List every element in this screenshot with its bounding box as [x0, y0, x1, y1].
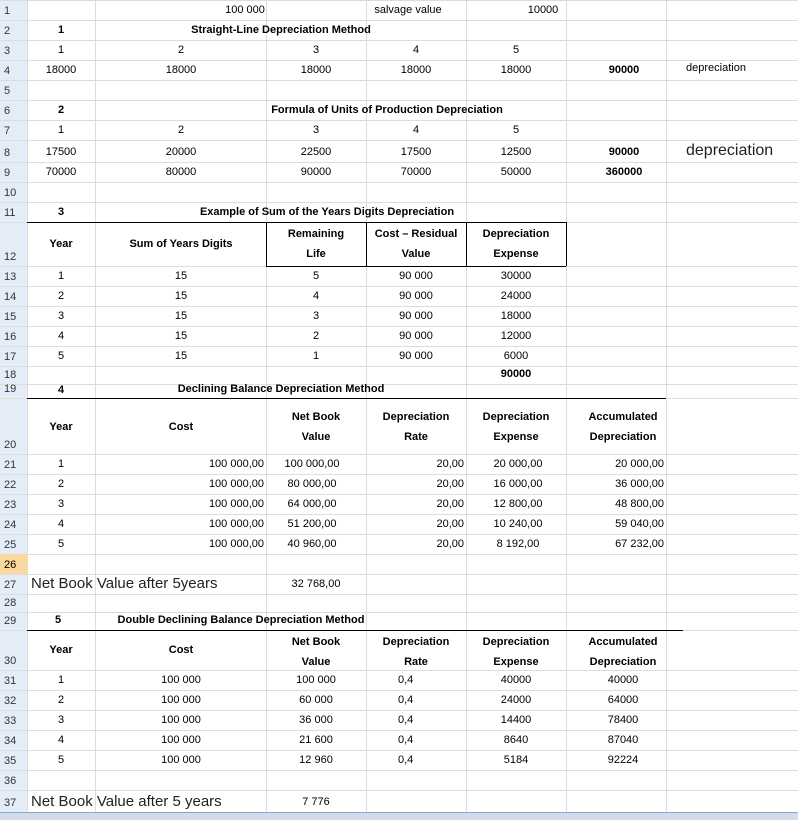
cell-accumulated[interactable]: 20 000,00	[615, 458, 664, 470]
net-book-value-label[interactable]: Net Book Value after 5 years	[31, 793, 222, 810]
column-header-net-book: Net Book	[291, 411, 341, 423]
gridline-row	[0, 202, 798, 203]
year-header[interactable]: 4	[412, 124, 420, 136]
depreciation-value[interactable]: 18000	[400, 64, 432, 76]
gridline-row	[0, 162, 798, 163]
row-number[interactable]: 7	[4, 125, 11, 137]
cell-rate[interactable]: 20,00	[436, 478, 464, 490]
column-header-year: Year	[49, 644, 73, 656]
cell-sum[interactable]: 15	[174, 350, 188, 362]
cell-year[interactable]: 1	[57, 270, 65, 282]
cell-year[interactable]: 1	[57, 458, 65, 470]
section-title[interactable]: Double Declining Balance Depreciation Method	[117, 614, 365, 626]
gridline-row	[0, 384, 798, 385]
cell-year[interactable]: 2	[57, 290, 65, 302]
gridline-row	[0, 710, 798, 711]
depreciation-value[interactable]: 18000	[45, 64, 77, 76]
gridline-row	[0, 306, 798, 307]
gridline-row	[0, 730, 798, 731]
cell-accumulated[interactable]: 78400	[607, 714, 639, 726]
units-value[interactable]: 70000	[400, 166, 432, 178]
cell-sum[interactable]: 15	[174, 290, 188, 302]
gridline-row	[0, 790, 798, 791]
cell-cost[interactable]: 100 000	[225, 4, 265, 16]
gridline-row	[0, 594, 798, 595]
row-number[interactable]: 17	[4, 351, 17, 363]
table-border	[266, 222, 267, 266]
row-number[interactable]: 12	[4, 251, 17, 263]
cell-expense[interactable]: 12000	[500, 330, 532, 342]
cell-net-book-value[interactable]: 51 200,00	[287, 518, 337, 530]
section-title[interactable]: Declining Balance Depreciation Method	[177, 383, 385, 395]
section-number[interactable]: 5	[54, 614, 62, 626]
cell-net-book-value[interactable]: 12 960	[299, 754, 333, 766]
cell-expense[interactable]: 24000	[500, 694, 532, 706]
table-border	[566, 222, 567, 266]
cell-expense[interactable]: 5184	[503, 754, 529, 766]
cell-net-book-value[interactable]: 60 000	[299, 694, 333, 706]
cell-cost[interactable]: 90 000	[399, 350, 433, 362]
row-number[interactable]: 11	[4, 207, 16, 219]
year-header[interactable]: 2	[177, 124, 185, 136]
row-number[interactable]: 23	[4, 499, 17, 511]
section-number[interactable]: 3	[57, 206, 65, 218]
depreciation-value[interactable]: 17500	[400, 146, 432, 158]
net-book-value-label[interactable]: Net Book Value after 5years	[31, 575, 218, 592]
cell-expense[interactable]: 16 000,00	[493, 478, 543, 490]
column-header-rate: Rate	[404, 431, 428, 443]
cell-cost[interactable]: 90 000	[399, 270, 433, 282]
table-border	[466, 222, 467, 266]
gridline-row	[0, 366, 798, 367]
row-number[interactable]: 26	[0, 554, 27, 574]
cell-year[interactable]: 4	[57, 330, 65, 342]
cell-cost[interactable]: 100 000,00	[208, 498, 264, 510]
depreciation-value[interactable]: 20000	[165, 146, 197, 158]
year-header[interactable]: 3	[312, 44, 320, 56]
row-number[interactable]: 6	[4, 105, 11, 117]
row-number[interactable]: 19	[4, 383, 17, 395]
cell-rate[interactable]: 20,00	[436, 538, 464, 550]
year-header[interactable]: 1	[57, 124, 65, 136]
gridline-row	[0, 40, 798, 41]
cell-salvage-value[interactable]: 10000	[527, 4, 559, 16]
cell-rate[interactable]: 0,4	[398, 714, 414, 726]
column-header-remaining: Remaining	[287, 228, 345, 240]
section-number[interactable]: 1	[57, 24, 65, 36]
cell-expense[interactable]: 40000	[500, 674, 532, 686]
row-number[interactable]: 27	[4, 579, 17, 591]
column-header-depreciation: Depreciation	[382, 411, 450, 423]
gridline-col	[466, 0, 467, 812]
cell-sum[interactable]: 15	[174, 330, 188, 342]
cell-expense[interactable]: 24000	[500, 290, 532, 302]
year-header[interactable]: 1	[57, 44, 65, 56]
gridline-row	[0, 100, 798, 101]
depreciation-value[interactable]: 22500	[300, 146, 332, 158]
cell-expense[interactable]: 18000	[500, 310, 532, 322]
cell-rate[interactable]: 20,00	[436, 498, 464, 510]
row-number[interactable]: 4	[4, 65, 11, 77]
cell-net-book-value[interactable]: 100 000	[296, 674, 336, 686]
cell-cost[interactable]: 90 000	[399, 290, 433, 302]
cell-cost[interactable]: 100 000,00	[208, 518, 264, 530]
column-header-depreciation: Depreciation	[589, 656, 657, 668]
cell-cost[interactable]: 100 000	[161, 714, 201, 726]
gridline-row	[0, 60, 798, 61]
row-number[interactable]: 33	[4, 715, 17, 727]
cell-year[interactable]: 5	[57, 350, 65, 362]
cell-year[interactable]: 4	[57, 518, 65, 530]
cell-rate[interactable]: 0,4	[398, 694, 414, 706]
column-header-expense: Expense	[493, 431, 539, 443]
depreciation-value[interactable]: 18000	[300, 64, 332, 76]
gridline-row	[0, 286, 798, 287]
depreciation-label[interactable]: depreciation	[686, 62, 746, 74]
cell-cost[interactable]: 100 000,00	[208, 538, 264, 550]
cell-net-book-value[interactable]: 64 000,00	[287, 498, 337, 510]
column-header-depreciation: Depreciation	[482, 228, 550, 240]
cell-expense[interactable]: 6000	[503, 350, 529, 362]
section-number[interactable]: 2	[57, 104, 65, 116]
section-title[interactable]: Straight-Line Depreciation Method	[191, 24, 371, 36]
cell-salvage-label[interactable]: salvage value	[374, 4, 442, 16]
row-number[interactable]: 24	[4, 519, 17, 531]
cell-year[interactable]: 2	[57, 478, 65, 490]
row-number[interactable]: 25	[4, 539, 17, 551]
gridline-row	[0, 534, 798, 535]
cell-expense[interactable]: 8640	[503, 734, 529, 746]
year-header[interactable]: 3	[312, 124, 320, 136]
gridline-col	[266, 0, 267, 812]
cell-cost[interactable]: 100 000	[161, 694, 201, 706]
row-number[interactable]: 5	[4, 85, 11, 97]
row-number[interactable]: 37	[4, 797, 17, 809]
cell-expense[interactable]: 10 240,00	[493, 518, 543, 530]
cell-accumulated[interactable]: 48 800,00	[615, 498, 664, 510]
total-value[interactable]: 90000	[608, 64, 640, 76]
row-number[interactable]: 3	[4, 45, 11, 57]
column-header-life: Life	[306, 248, 326, 260]
gridline-row	[0, 474, 798, 475]
cell-life[interactable]: 2	[312, 330, 320, 342]
column-header-expense: Expense	[493, 656, 539, 668]
row-number[interactable]: 32	[4, 695, 17, 707]
units-value[interactable]: 80000	[165, 166, 197, 178]
depreciation-value[interactable]: 18000	[165, 64, 197, 76]
row-number[interactable]: 34	[4, 735, 17, 747]
row-number[interactable]: 13	[4, 271, 17, 283]
gridline-col	[666, 0, 667, 812]
row-number[interactable]: 20	[4, 439, 17, 451]
depreciation-value[interactable]: 18000	[500, 64, 532, 76]
column-header-cost: Cost	[168, 644, 194, 656]
cell-life[interactable]: 3	[312, 310, 320, 322]
total-value[interactable]: 90000	[500, 368, 532, 380]
year-header[interactable]: 4	[412, 44, 420, 56]
depreciation-value[interactable]: 12500	[500, 146, 532, 158]
cell-expense[interactable]: 8 192,00	[496, 538, 540, 550]
cell-net-book-value[interactable]: 100 000,00	[284, 458, 340, 470]
depreciation-value[interactable]: 17500	[45, 146, 77, 158]
section-title[interactable]: Example of Sum of the Years Digits Depreciation	[199, 206, 455, 218]
cell-year[interactable]: 2	[57, 694, 65, 706]
cell-rate[interactable]: 20,00	[436, 518, 464, 530]
cell-cost[interactable]: 100 000	[161, 734, 201, 746]
gridline-row	[0, 612, 798, 613]
cell-expense[interactable]: 20 000,00	[493, 458, 543, 470]
table-border	[27, 630, 683, 631]
gridline-row	[0, 326, 798, 327]
cell-rate[interactable]: 20,00	[436, 458, 464, 470]
net-book-value-result[interactable]: 32 768,00	[291, 578, 341, 590]
row-number[interactable]: 30	[4, 655, 17, 667]
units-value[interactable]: 90000	[300, 166, 332, 178]
cell-cost[interactable]: 100 000,00	[208, 478, 264, 490]
cell-sum[interactable]: 15	[174, 270, 188, 282]
gridline-row	[0, 554, 798, 555]
table-border	[266, 266, 566, 267]
year-header[interactable]: 2	[177, 44, 185, 56]
table-border	[27, 222, 566, 223]
column-header-cost: Cost	[168, 421, 194, 433]
cell-year[interactable]: 3	[57, 714, 65, 726]
column-header-value: Value	[401, 248, 431, 260]
cell-cost[interactable]: 90 000	[399, 330, 433, 342]
units-value[interactable]: 50000	[500, 166, 532, 178]
row-number[interactable]: 18	[4, 369, 17, 381]
cell-accumulated[interactable]: 59 040,00	[615, 518, 664, 530]
cell-year[interactable]: 1	[57, 674, 65, 686]
net-book-value-result[interactable]: 7 776	[302, 796, 330, 808]
column-header-depreciation: Depreciation	[589, 431, 657, 443]
cell-year[interactable]: 3	[57, 310, 65, 322]
gridline-row	[0, 80, 798, 81]
depreciation-label[interactable]: depreciation	[686, 142, 774, 159]
column-header-depreciation: Depreciation	[382, 636, 450, 648]
table-border	[27, 398, 666, 399]
total-value[interactable]: 90000	[608, 146, 640, 158]
gridline-row	[0, 454, 798, 455]
column-header-accumulated: Accumulated	[588, 636, 658, 648]
units-value[interactable]: 70000	[45, 166, 77, 178]
column-header-year: Year	[49, 238, 73, 250]
row-number[interactable]: 28	[4, 597, 17, 609]
row-number[interactable]: 36	[4, 775, 17, 787]
column-header-depreciation: Depreciation	[482, 636, 550, 648]
gridline-col	[366, 0, 367, 812]
gridline-col	[95, 0, 96, 812]
row-number[interactable]: 35	[4, 755, 17, 767]
column-header-value: Value	[301, 656, 331, 668]
row-number[interactable]: 1	[4, 5, 11, 17]
cell-rate[interactable]: 0,4	[398, 674, 414, 686]
row-number[interactable]: 22	[4, 479, 17, 491]
cell-life[interactable]: 5	[312, 270, 320, 282]
row-number[interactable]: 29	[4, 615, 17, 627]
cell-cost[interactable]: 90 000	[399, 310, 433, 322]
cell-year[interactable]: 5	[57, 538, 65, 550]
row-number[interactable]: 14	[4, 291, 17, 303]
cell-accumulated[interactable]: 36 000,00	[615, 478, 664, 490]
cell-accumulated[interactable]: 92224	[607, 754, 639, 766]
column-header-year: Year	[49, 421, 73, 433]
column-header-cost-residual: Cost – Residual	[374, 228, 458, 240]
cell-accumulated[interactable]: 40000	[607, 674, 639, 686]
row-number[interactable]: 21	[4, 459, 17, 471]
gridline-col	[27, 0, 28, 812]
section-title[interactable]: Formula of Units of Production Depreciation	[271, 104, 503, 116]
column-header-accumulated: Accumulated	[588, 411, 658, 423]
section-number[interactable]: 4	[57, 384, 65, 396]
column-header-value: Value	[301, 431, 331, 443]
row-number[interactable]: 31	[4, 675, 17, 687]
row-number[interactable]: 8	[4, 147, 11, 159]
gridline-row	[0, 346, 798, 347]
cell-year[interactable]: 3	[57, 498, 65, 510]
gridline-col	[566, 0, 567, 812]
cell-year[interactable]: 5	[57, 754, 65, 766]
cell-net-book-value[interactable]: 36 000	[299, 714, 333, 726]
column-header-net-book: Net Book	[291, 636, 341, 648]
cell-cost[interactable]: 100 000,00	[208, 458, 264, 470]
row-number[interactable]: 15	[4, 311, 17, 323]
gridline-row	[0, 514, 798, 515]
column-header-sum: Sum of Years Digits	[129, 238, 233, 250]
cell-cost[interactable]: 100 000	[161, 754, 201, 766]
column-header-expense: Expense	[493, 248, 539, 260]
cell-accumulated[interactable]: 67 232,00	[615, 538, 664, 550]
gridline-row	[0, 182, 798, 183]
gridline-row	[0, 120, 798, 121]
cell-expense[interactable]: 14400	[500, 714, 532, 726]
gridline-row	[0, 0, 798, 1]
column-header-rate: Rate	[404, 656, 428, 668]
cell-cost[interactable]: 100 000	[161, 674, 201, 686]
cell-life[interactable]: 1	[312, 350, 320, 362]
year-header[interactable]: 5	[512, 44, 520, 56]
cell-life[interactable]: 4	[312, 290, 320, 302]
cell-net-book-value[interactable]: 21 600	[299, 734, 333, 746]
cell-rate[interactable]: 0,4	[398, 734, 414, 746]
cell-sum[interactable]: 15	[174, 310, 188, 322]
row-number[interactable]: 10	[4, 187, 17, 199]
cell-net-book-value[interactable]: 40 960,00	[287, 538, 337, 550]
gridline-row	[0, 770, 798, 771]
cell-rate[interactable]: 0,4	[398, 754, 414, 766]
gridline-row	[0, 494, 798, 495]
cell-expense[interactable]: 12 800,00	[493, 498, 543, 510]
row-number[interactable]: 2	[4, 25, 11, 37]
gridline-row	[0, 690, 798, 691]
cell-accumulated[interactable]: 64000	[607, 694, 639, 706]
column-header-depreciation: Depreciation	[482, 411, 550, 423]
cell-accumulated[interactable]: 87040	[607, 734, 639, 746]
cell-expense[interactable]: 30000	[500, 270, 532, 282]
total-value[interactable]: 360000	[605, 166, 643, 178]
year-header[interactable]: 5	[512, 124, 520, 136]
row-number[interactable]: 9	[4, 167, 11, 179]
gridline-row	[0, 750, 798, 751]
cell-net-book-value[interactable]: 80 000,00	[287, 478, 337, 490]
gridline-row	[0, 20, 798, 21]
gridline-row	[0, 140, 798, 141]
cell-year[interactable]: 4	[57, 734, 65, 746]
row-number[interactable]: 16	[4, 331, 17, 343]
